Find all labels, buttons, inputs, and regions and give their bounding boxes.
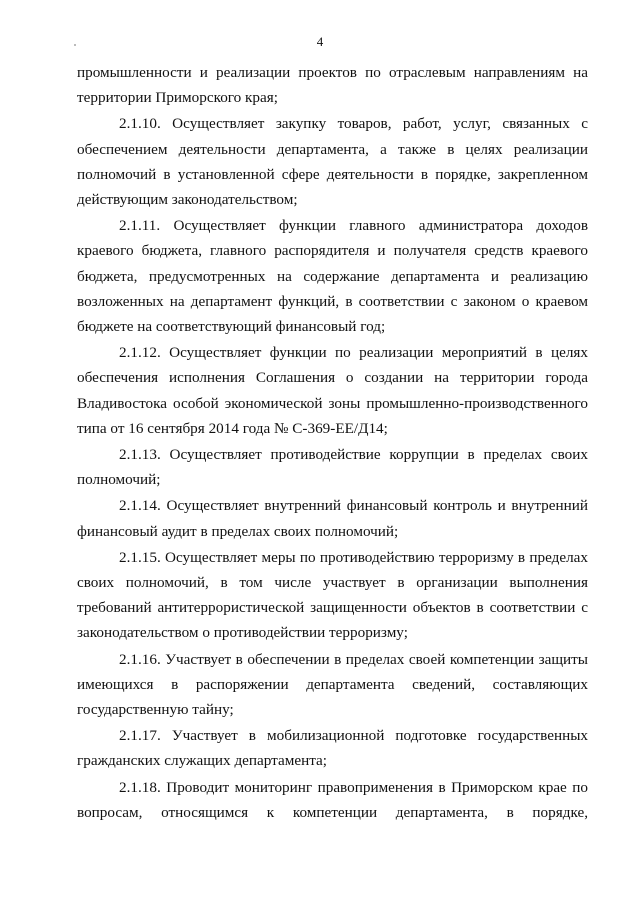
paragraph: 2.1.10. Осуществляет закупку товаров, работ, услуг, связанных с обеспечением деятельности департамента, а также в целях реализации полномочий в установленной сфере деятельности в порядке, закрепленном действующим законодательством;: [77, 115, 588, 209]
paragraph: промышленности и реализации проектов по отраслевым направлениям на территории Приморского края;: [77, 64, 588, 107]
paragraph: 2.1.13. Осуществляет противодействие коррупции в пределах своих полномочий;: [77, 446, 588, 489]
paragraph: 2.1.18. Проводит мониторинг правоприменения в Приморском крае по вопросам, относящимся к компетенции департамента, в порядке,: [77, 778, 588, 821]
paragraph: 2.1.15. Осуществляет меры по противодействию терроризму в пределах своих полномочий, в том числе участвует в организации выполнения требований антитеррористической защищенности объектов в соответствии с законодательством о противодействии терроризму;: [77, 548, 588, 642]
paragraph: 2.1.17. Участвует в мобилизационной подготовке государственных гражданских служащих департамента;: [77, 727, 588, 770]
paragraph: 2.1.12. Осуществляет функции по реализации мероприятий в целях обеспечения исполнения Соглашения о создании на территории города Владивостока особой экономической зоны промышленно-производственного типа от 16 сентября 2014 года № С-369-ЕЕ/Д14;: [77, 344, 588, 437]
paragraph: 2.1.11. Осуществляет функции главного администратора доходов краевого бюджета, главного распорядителя и получателя средств краевого бюджета, предусмотренных на содержание департамента и реализацию возложенных на департамент функций, в соответствии с законом о краевом бюджете на соответствующий финансовый год;: [77, 217, 588, 336]
paragraph: 2.1.14. Осуществляет внутренний финансовый контроль и внутренний финансовый аудит в пределах своих полномочий;: [77, 497, 588, 540]
document-body: [77, 60, 588, 826]
page-number: 4: [316, 34, 324, 49]
paragraph: 2.1.16. Участвует в обеспечении в пределах своей компетенции защиты имеющихся в распоряжении департамента сведений, составляющих государственную тайну;: [77, 650, 588, 719]
